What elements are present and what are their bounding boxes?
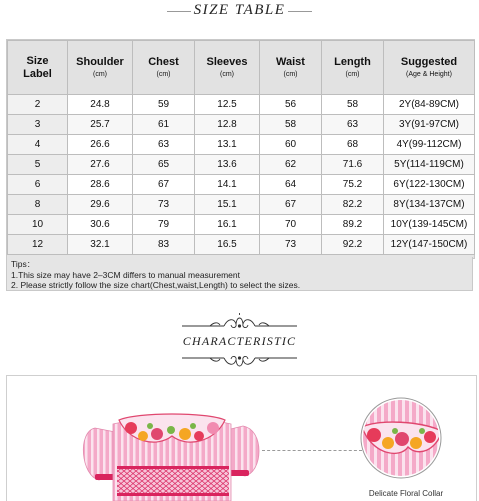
cell-waist: 64 xyxy=(260,175,322,195)
tips-heading: Tips： xyxy=(11,259,36,269)
cell-sleeves: 16.5 xyxy=(195,235,260,255)
ornament-divider-bottom xyxy=(180,350,299,372)
cell-shoulder: 32.1 xyxy=(68,235,133,255)
cell-shoulder: 25.7 xyxy=(68,115,133,135)
header-sleeves: Sleeves (cm) xyxy=(195,41,260,95)
cell-sleeves: 16.1 xyxy=(195,215,260,235)
cell-waist: 62 xyxy=(260,155,322,175)
table-row xyxy=(8,115,475,135)
cell-chest: 83 xyxy=(133,235,195,255)
callout-pointer-line xyxy=(262,450,362,451)
cell-waist: 60 xyxy=(260,135,322,155)
cell-length: 71.6 xyxy=(322,155,384,175)
cell-size: 6 xyxy=(8,175,68,195)
cell-size: 12 xyxy=(8,235,68,255)
size-table-title-text: SIZE TABLE xyxy=(193,2,286,18)
table-row xyxy=(8,195,475,215)
cell-shoulder: 24.8 xyxy=(68,95,133,115)
size-table-header xyxy=(8,41,475,95)
cell-suggested: 12Y(147-150CM) xyxy=(384,235,475,255)
cell-size: 4 xyxy=(8,135,68,155)
header-waist: Waist (cm) xyxy=(260,41,322,95)
cell-shoulder: 28.6 xyxy=(68,175,133,195)
cell-waist: 56 xyxy=(260,95,322,115)
table-row xyxy=(8,175,475,195)
cell-chest: 67 xyxy=(133,175,195,195)
cell-suggested: 6Y(122-130CM) xyxy=(384,175,475,195)
cell-length: 68 xyxy=(322,135,384,155)
cell-sleeves: 15.1 xyxy=(195,195,260,215)
cell-chest: 73 xyxy=(133,195,195,215)
cell-sleeves: 12.5 xyxy=(195,95,260,115)
cell-suggested: 10Y(139-145CM) xyxy=(384,215,475,235)
cell-size: 10 xyxy=(8,215,68,235)
cell-sleeves: 14.1 xyxy=(195,175,260,195)
cell-waist: 58 xyxy=(260,115,322,135)
cell-shoulder: 27.6 xyxy=(68,155,133,175)
title-rule-right xyxy=(288,11,312,12)
table-row xyxy=(8,135,475,155)
cell-length: 82.2 xyxy=(322,195,384,215)
cell-sleeves: 13.6 xyxy=(195,155,260,175)
cell-waist: 67 xyxy=(260,195,322,215)
tips-line-2: 2. Please strictly follow the size chart(Chest,waist,Length) to select the sizes. xyxy=(11,280,301,290)
header-shoulder: Shoulder (cm) xyxy=(68,41,133,95)
cell-suggested: 5Y(114-119CM) xyxy=(384,155,475,175)
header-chest: Chest (cm) xyxy=(133,41,195,95)
size-table-body xyxy=(8,95,475,255)
cell-waist: 73 xyxy=(260,235,322,255)
title-rule-left xyxy=(167,11,191,12)
collar-caption: Delicate Floral Collar xyxy=(368,489,444,498)
cell-size: 8 xyxy=(8,195,68,215)
cell-length: 75.2 xyxy=(322,175,384,195)
size-table-container xyxy=(6,39,475,259)
cell-waist: 70 xyxy=(260,215,322,235)
table-row xyxy=(8,95,475,115)
table-row xyxy=(8,235,475,255)
cell-length: 58 xyxy=(322,95,384,115)
tips-line-1: 1.This size may have 2–3CM differs to manual measurement xyxy=(11,269,240,280)
cell-size: 5 xyxy=(8,155,68,175)
characteristic-title: CHARACTERISTIC xyxy=(182,334,297,348)
cell-sleeves: 13.1 xyxy=(195,135,260,155)
table-row xyxy=(8,215,475,235)
cell-suggested: 8Y(134-137CM) xyxy=(384,195,475,215)
cell-length: 63 xyxy=(322,115,384,135)
cell-chest: 61 xyxy=(133,115,195,135)
cell-shoulder: 29.6 xyxy=(68,195,133,215)
cell-size: 3 xyxy=(8,115,68,135)
cell-chest: 59 xyxy=(133,95,195,115)
cell-size: 2 xyxy=(8,95,68,115)
cell-length: 89.2 xyxy=(322,215,384,235)
table-row xyxy=(8,155,475,175)
cell-chest: 79 xyxy=(133,215,195,235)
cell-chest: 63 xyxy=(133,135,195,155)
size-table-title xyxy=(0,2,479,19)
cell-suggested: 3Y(91-97CM) xyxy=(384,115,475,135)
header-suggested: Suggested (Age & Height) xyxy=(384,41,475,95)
cell-suggested: 2Y(84-89CM) xyxy=(384,95,475,115)
cell-suggested: 4Y(99-112CM) xyxy=(384,135,475,155)
cell-length: 92.2 xyxy=(322,235,384,255)
header-length: Length (cm) xyxy=(322,41,384,95)
size-table xyxy=(7,40,475,255)
cell-sleeves: 12.8 xyxy=(195,115,260,135)
cell-shoulder: 26.6 xyxy=(68,135,133,155)
cell-shoulder: 30.6 xyxy=(68,215,133,235)
cell-chest: 65 xyxy=(133,155,195,175)
header-size-label: Size Label xyxy=(8,41,68,95)
tips-box xyxy=(6,257,473,291)
ornament-divider-top xyxy=(180,312,299,334)
collar-zoom-circle xyxy=(360,397,442,479)
